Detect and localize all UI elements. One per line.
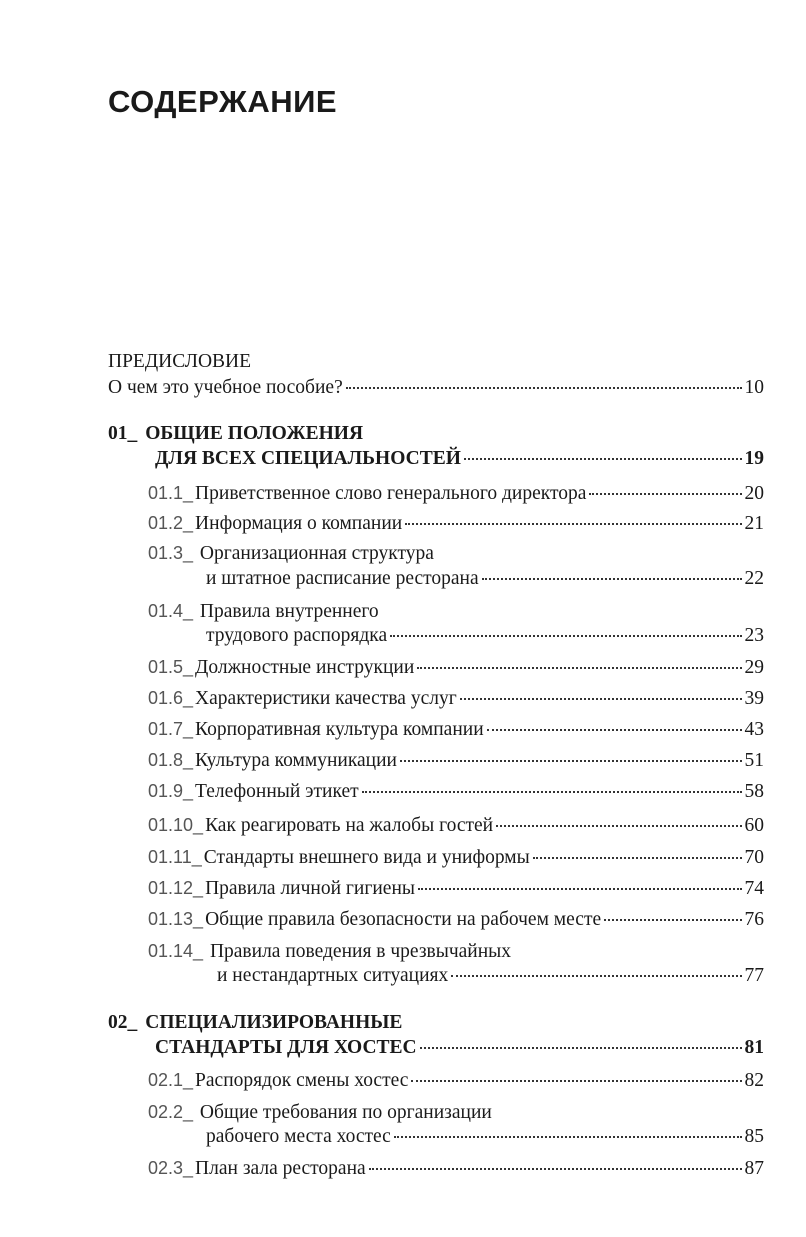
toc-entry-01-3[interactable]: [206, 567, 764, 591]
dot-leader: [346, 387, 742, 389]
toc-page-number: 21: [744, 513, 764, 534]
toc-item-number: 02.1_: [148, 1070, 194, 1090]
toc-item-number: 01.1_: [148, 483, 194, 503]
toc-entry-text-line2: и штатное расписание ресторана: [206, 568, 479, 589]
toc-entry-02-3[interactable]: [148, 1156, 764, 1181]
toc-entry-01-10[interactable]: [148, 813, 764, 838]
toc-entry-text: Должностные инструкции: [195, 657, 415, 678]
toc-item-number: 02.2_: [148, 1102, 194, 1122]
toc-entry-text-line2: трудового распорядка: [206, 625, 388, 646]
toc-entry-text: Организационная структура: [199, 543, 434, 564]
toc-entry-section-02[interactable]: [155, 1036, 764, 1060]
toc-entry-text: Правила внутреннего: [199, 601, 379, 622]
toc-entry-01-2[interactable]: [148, 511, 764, 536]
toc-page-number: 70: [744, 847, 764, 868]
dot-leader: [362, 791, 742, 793]
toc-page-number: 74: [744, 878, 764, 899]
toc-entry-text: Телефонный этикет: [195, 781, 359, 802]
toc-item-number: 01.8_: [148, 750, 194, 770]
toc-entry-text: Правила поведения в чрезвычайных: [209, 941, 512, 962]
toc-entry-text-line2: рабочего места хостес: [206, 1126, 391, 1147]
dot-leader: [411, 1080, 741, 1082]
toc-item-number: 01.12_: [148, 878, 204, 898]
toc-item-number: 01.5_: [148, 657, 194, 677]
toc-page-number: 82: [744, 1070, 764, 1091]
toc-page-number: 29: [744, 657, 764, 678]
dot-leader: [369, 1168, 742, 1170]
toc-entry-01-14[interactable]: [217, 964, 764, 988]
toc-entry-text: Распорядок смены хостес: [195, 1070, 409, 1091]
toc-entry-text: Правила личной гигиены: [205, 878, 415, 899]
toc-page-number: 85: [744, 1126, 764, 1147]
toc-entry-text: Характеристики качества услуг: [195, 688, 457, 709]
toc-entry-text: Общие требования по организации: [199, 1102, 492, 1123]
dot-leader: [496, 825, 741, 827]
toc-entry-text: Информация о компании: [195, 513, 403, 534]
toc-entry-01-4[interactable]: [206, 624, 764, 648]
toc-entry-01-1[interactable]: [148, 481, 764, 506]
toc-entry-01-7[interactable]: [148, 717, 764, 742]
toc-entry-text: Культура коммуникации: [195, 750, 397, 771]
toc-entry-text: Корпоративная культура компании: [195, 719, 484, 740]
toc-page-number: 20: [744, 483, 764, 504]
dot-leader: [487, 729, 742, 731]
toc-page-number: 51: [744, 750, 764, 771]
section-title-line1: СПЕЦИАЛИЗИРОВАННЫЕ: [145, 1012, 403, 1033]
toc-entry-02-1[interactable]: [148, 1068, 764, 1093]
toc-item-number: 01.2_: [148, 513, 194, 533]
toc-entry-01-6[interactable]: [148, 686, 764, 711]
toc-page-number: 76: [744, 909, 764, 930]
toc-item-number: 01.4_: [148, 601, 194, 621]
dot-leader: [533, 857, 742, 859]
toc-entry-01-12[interactable]: [148, 876, 764, 901]
toc-entry-01-9[interactable]: [148, 779, 764, 804]
toc-entry-01-11[interactable]: [148, 845, 764, 870]
toc-item-number: 01.14_: [148, 941, 204, 961]
toc-page-number: 43: [744, 719, 764, 740]
toc-entry-02-2[interactable]: [206, 1125, 764, 1149]
toc-entry-text: Как реагировать на жалобы гостей: [205, 815, 494, 836]
toc-entry-text: О чем это учебное пособие?: [108, 377, 343, 398]
toc-entry-01-3-line1: [148, 541, 434, 566]
toc-page-number: 58: [744, 781, 764, 802]
toc-entry-01-14-line1: [148, 939, 511, 964]
toc-entry-text: Приветственное слово генерального директора: [195, 483, 587, 504]
toc-page-number: 81: [744, 1037, 764, 1058]
dot-leader: [420, 1047, 742, 1049]
toc-entry-text: Общие правила безопасности на рабочем месте: [205, 909, 602, 930]
toc-item-number: 01.3_: [148, 543, 194, 563]
toc-page-number: 22: [744, 568, 764, 589]
dot-leader: [451, 975, 741, 977]
preface-heading: ПРЕДИСЛОВИЕ: [108, 351, 252, 372]
toc-entry-text-line2: и нестандартных ситуациях: [217, 965, 449, 986]
toc-item-number: 01.6_: [148, 688, 194, 708]
toc-entry-preface[interactable]: [108, 376, 764, 400]
toc-entry-text: Стандарты внешнего вида и униформы: [203, 847, 530, 868]
toc-page-number: 10: [744, 377, 764, 398]
section-number: 01_: [108, 423, 138, 444]
dot-leader: [604, 919, 741, 921]
toc-entry-01-5[interactable]: [148, 655, 764, 680]
toc-page-number: 19: [744, 448, 764, 469]
dot-leader: [418, 888, 742, 890]
section-number: 02_: [108, 1012, 138, 1033]
section-01-heading: [108, 422, 363, 446]
toc-page-number: 60: [744, 815, 764, 836]
dot-leader: [464, 458, 742, 460]
section-title-line2: ДЛЯ ВСЕХ СПЕЦИАЛЬНОСТЕЙ: [155, 448, 461, 469]
dot-leader: [460, 698, 742, 700]
toc-item-number: 01.9_: [148, 781, 194, 801]
dot-leader: [417, 667, 741, 669]
dot-leader: [394, 1136, 742, 1138]
toc-item-number: 01.11_: [148, 847, 202, 867]
toc-entry-text: План зала ресторана: [195, 1158, 366, 1179]
toc-item-number: 01.7_: [148, 719, 194, 739]
toc-entry-section-01[interactable]: [155, 447, 764, 471]
toc-entry-01-13[interactable]: [148, 907, 764, 932]
section-title-line1: ОБЩИЕ ПОЛОЖЕНИЯ: [145, 423, 364, 444]
section-title-line2: СТАНДАРТЫ ДЛЯ ХОСТЕС: [155, 1037, 417, 1058]
toc-item-number: 02.3_: [148, 1158, 194, 1178]
toc-item-number: 01.10_: [148, 815, 204, 835]
dot-leader: [400, 760, 742, 762]
toc-page-number: 39: [744, 688, 764, 709]
page-title: СОДЕРЖАНИЕ: [108, 84, 338, 119]
toc-page-number: 87: [744, 1158, 764, 1179]
toc-entry-02-2-line1: [148, 1100, 492, 1125]
toc-entry-01-4-line1: [148, 599, 379, 624]
dot-leader: [405, 523, 741, 525]
toc-page-number: 77: [744, 965, 764, 986]
dot-leader: [589, 493, 741, 495]
toc-item-number: 01.13_: [148, 909, 204, 929]
toc-page-number: 23: [744, 625, 764, 646]
dot-leader: [390, 635, 741, 637]
section-02-heading: [108, 1011, 402, 1035]
toc-entry-01-8[interactable]: [148, 748, 764, 773]
dot-leader: [482, 578, 742, 580]
